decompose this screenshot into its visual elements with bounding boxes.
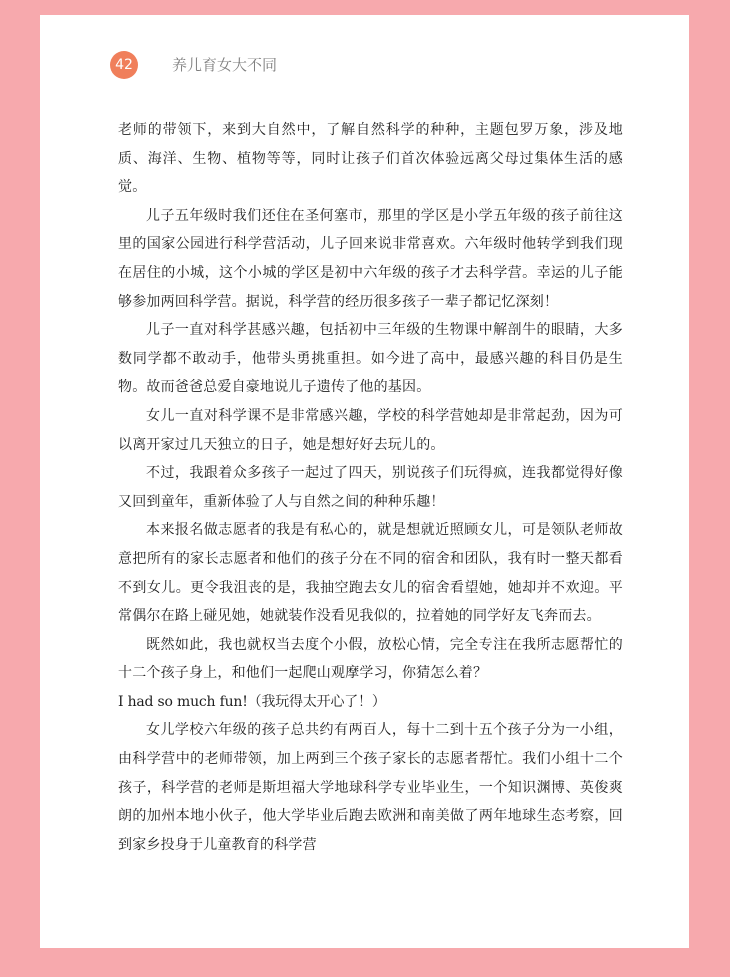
paragraph: 不过，我跟着众多孩子一起过了四天，别说孩子们玩得疯，连我都觉得好像又回到童年，重新体验了人与自然之间的种种乐趣！ bbox=[118, 465, 623, 510]
paragraph: 本来报名做志愿者的我是有私心的，就是想就近照顾女儿，可是领队老师故意把所有的家长志愿者和他们的孩子分在不同的宿舍和团队，我有时一整天都看不到女儿。更令我沮丧的是，我抽空跑去女儿的宿舍看望她，她却并不欢迎。平常偶尔在路上碰见她，她就装作没看见我似的，拉着她的同学好友飞奔而去。 bbox=[118, 522, 623, 625]
book-page bbox=[40, 15, 689, 948]
paragraph: I had so much fun!（我玩得太开心了！） bbox=[118, 693, 386, 710]
body-text bbox=[118, 116, 623, 859]
paragraph: 女儿学校六年级的孩子总共约有两百人，每十二到十五个孩子分为一小组，由科学营中的老师带领，加上两到三个孩子家长的志愿者帮忙。我们小组十二个孩子，科学营的老师是斯坦福大学地球科学专业毕业生，一个知识渊博、英俊爽朗的加州本地小伙子，他大学毕业后跑去欧洲和南美做了两年地球生态考察，回到家乡投身于儿童教育的科学营 bbox=[118, 722, 623, 853]
book-title: 养儿育女大不同 bbox=[172, 56, 278, 74]
paragraph: 儿子一直对科学甚感兴趣，包括初中三年级的生物课中解剖牛的眼睛，大多数同学都不敢动手，他带头勇挑重担。如今进了高中，最感兴趣的科目仍是生物。故而爸爸总爱自豪地说儿子遗传了他的基因。 bbox=[118, 322, 623, 396]
paragraph: 既然如此，我也就权当去度个小假，放松心情，完全专注在我所志愿帮忙的十二个孩子身上，和他们一起爬山观摩学习，你猜怎么着？ bbox=[118, 636, 623, 682]
page-number-badge: 42 bbox=[110, 51, 138, 79]
paragraph: 儿子五年级时我们还住在圣何塞市，那里的学区是小学五年级的孩子前往这里的国家公园进行科学营活动，儿子回来说非常喜欢。六年级时他转学到我们现在居住的小城，这个小城的学区是初中六年级的孩子才去科学营。幸运的儿子能够参加两回科学营。据说，科学营的经历很多孩子一辈子都记忆深刻！ bbox=[118, 207, 623, 310]
paragraph: 女儿一直对科学课不是非常感兴趣，学校的科学营她却是非常起劲，因为可以离开家过几天独立的日子，她是想好好去玩儿的。 bbox=[118, 407, 623, 453]
paragraph: 老师的带领下，来到大自然中，了解自然科学的种种，主题包罗万象，涉及地质、海洋、生物、植物等等，同时让孩子们首次体验远离父母过集体生活的感觉。 bbox=[118, 122, 623, 196]
